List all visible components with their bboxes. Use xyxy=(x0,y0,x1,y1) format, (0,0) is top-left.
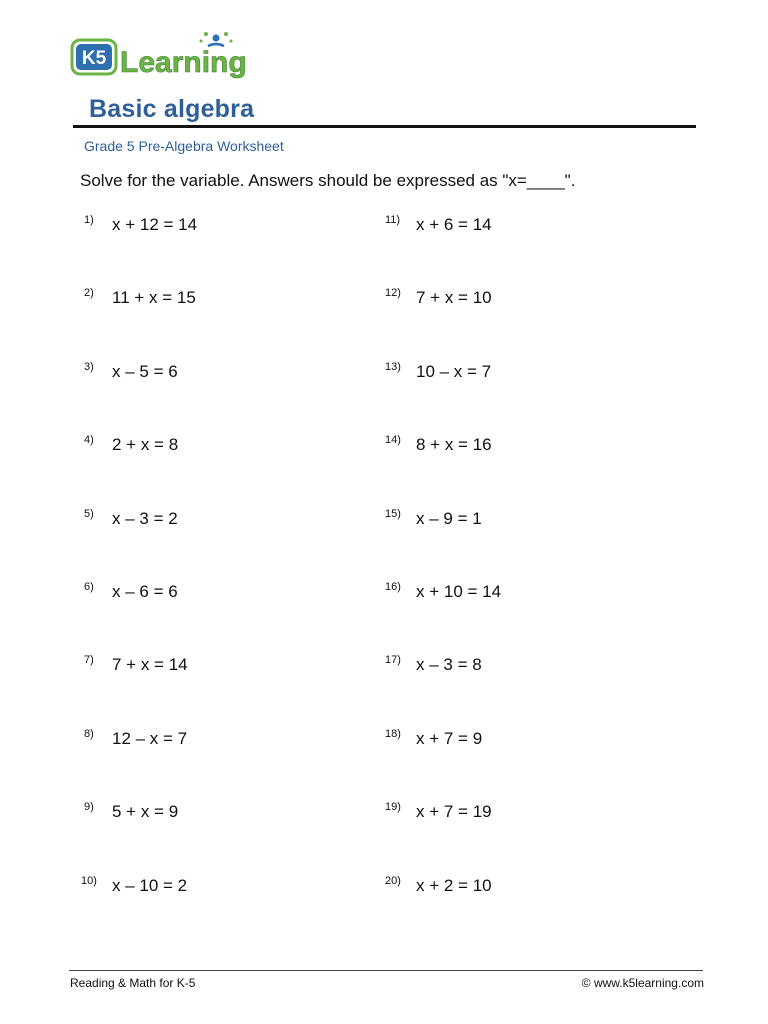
problem-number: 11) xyxy=(385,214,401,226)
problem-number: 7) xyxy=(84,654,94,666)
problem-equation: x – 5 = 6 xyxy=(112,362,178,381)
problem-equation: 11 + x = 15 xyxy=(112,288,196,307)
problem-3 xyxy=(84,361,344,391)
problem-number: 10) xyxy=(81,875,97,887)
problem-equation: x – 3 = 8 xyxy=(416,655,482,674)
problem-equation: 5 + x = 9 xyxy=(112,802,179,821)
problem-equation: 7 + x = 14 xyxy=(112,655,188,674)
problem-number: 6) xyxy=(84,581,94,593)
problem-number: 9) xyxy=(84,801,94,813)
problem-10 xyxy=(81,875,341,905)
problem-equation: x – 10 = 2 xyxy=(112,876,188,895)
problem-18 xyxy=(385,728,645,758)
problem-number: 15) xyxy=(385,508,401,520)
problem-number: 1) xyxy=(84,214,94,226)
svg-text:K5: K5 xyxy=(81,48,107,69)
title-divider xyxy=(73,125,696,128)
problem-equation: x + 6 = 14 xyxy=(416,215,492,234)
problem-4 xyxy=(84,434,344,464)
problem-equation: x + 10 = 14 xyxy=(416,582,502,601)
problem-number: 2) xyxy=(84,287,94,299)
problem-equation: x – 3 = 2 xyxy=(112,509,178,528)
problem-number: 16) xyxy=(385,581,401,593)
problem-number: 8) xyxy=(84,728,94,740)
problem-19 xyxy=(385,801,645,831)
problem-number: 14) xyxy=(385,434,401,446)
svg-text:Learning: Learning xyxy=(120,46,247,79)
problem-number: 18) xyxy=(385,728,401,740)
footer-divider xyxy=(69,970,703,971)
problem-equation: 7 + x = 10 xyxy=(416,288,492,307)
problem-equation: x + 2 = 10 xyxy=(416,876,492,895)
problem-number: 5) xyxy=(84,508,94,520)
problem-1 xyxy=(84,214,344,244)
problem-14 xyxy=(385,434,645,464)
problem-equation: x + 7 = 9 xyxy=(416,729,483,748)
problem-6 xyxy=(84,581,344,611)
problem-number: 3) xyxy=(84,361,94,373)
problem-13 xyxy=(385,361,645,391)
k5-learning-logo xyxy=(70,28,270,80)
instructions: Solve for the variable. Answers should be expressed as "x=____". xyxy=(80,171,576,190)
problem-equation: 10 – x = 7 xyxy=(416,362,492,381)
problem-11 xyxy=(385,214,645,244)
footer-tagline: Reading & Math for K-5 xyxy=(70,976,196,990)
problem-number: 12) xyxy=(385,287,401,299)
problem-8 xyxy=(84,728,344,758)
problem-equation: x + 12 = 14 xyxy=(112,215,198,234)
problem-20 xyxy=(385,875,645,905)
problem-17 xyxy=(385,654,645,684)
problem-equation: 12 – x = 7 xyxy=(112,729,188,748)
problem-number: 13) xyxy=(385,361,401,373)
problem-number: 17) xyxy=(385,654,401,666)
problem-16 xyxy=(385,581,645,611)
problem-5 xyxy=(84,508,344,538)
worksheet-subtitle: Grade 5 Pre-Algebra Worksheet xyxy=(84,138,284,154)
problem-15 xyxy=(385,508,645,538)
problem-number: 4) xyxy=(84,434,94,446)
problem-equation: 8 + x = 16 xyxy=(416,435,492,454)
problem-equation: 2 + x = 8 xyxy=(112,435,179,454)
problem-equation: x + 7 = 19 xyxy=(416,802,492,821)
problem-7 xyxy=(84,654,344,684)
problem-2 xyxy=(84,287,344,317)
footer-copyright-url: © www.k5learning.com xyxy=(581,976,704,990)
problem-12 xyxy=(385,287,645,317)
problem-number: 19) xyxy=(385,801,401,813)
problem-equation: x – 9 = 1 xyxy=(416,509,482,528)
problem-equation: x – 6 = 6 xyxy=(112,582,178,601)
problem-9 xyxy=(84,801,344,831)
page-title: Basic algebra xyxy=(89,95,255,123)
problem-number: 20) xyxy=(385,875,401,887)
